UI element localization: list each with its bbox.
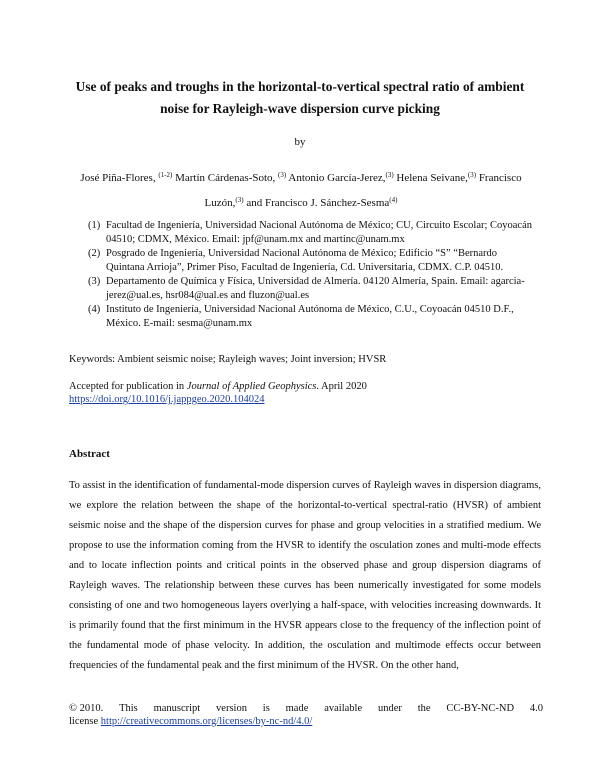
license-link[interactable]: http://creativecommons.org/licenses/by-nc-nd/4.0/ <box>100 716 313 727</box>
paper-title: Use of peaks and troughs in the horizontal-to-vertical spectral ratio of ambient noise for Rayleigh-wave dispersion curve picking <box>75 79 525 116</box>
affiliation: (4) Instituto de Ingeniería, Universidad Nacional Autónoma de México, C.U., Coyoacán 04510 D.F., México. E-mail: sesma@unam.mx <box>88 304 514 329</box>
author: Antonio García-Jerez,$^{(3)}$ <box>288 171 394 184</box>
doi-link[interactable]: https://doi.org/10.1016/j.jappgeo.2020.104024 <box>69 394 265 405</box>
author: José Piña-Flores, $^{(1-2)}$ <box>80 171 173 184</box>
abstract-heading: Abstract <box>69 448 110 460</box>
affiliation: (1) Facultad de Ingeniería, Universidad Nacional Autónoma de México; CU, Circuito Escolar; Coyoacán 04510; CDMX, México. Email: jpf@unam.mx and martinc@unam.mx <box>88 220 533 245</box>
author-list <box>66 164 536 214</box>
affiliation: (3) Departamento de Química y Física, Universidad de Almería. 04120 Almería, Spain. Email: agarcia-jerez@ual.es, hsr084@ual.es and fluzon@ual.es <box>88 276 525 301</box>
by-line: by <box>294 136 306 148</box>
journal-name: Journal of Applied Geophysics <box>186 381 317 392</box>
publication-note: Accepted for publication in Journal of Applied Geophysics. April 2020 https://doi.org/10.1016/j.jappgeo.2020.104024 <box>69 381 367 405</box>
license-footer: © 2010. This manuscript version is made available under the CC-BY-NC-ND 4.0 license http://creativecommons.org/licenses/by-nc-nd/4.0/ <box>69 703 543 727</box>
affiliation: (2) Posgrado de Ingeniería, Universidad Nacional Autónoma de México; Edificio “S” “Bernardo Quintana Arrioja”, Primer Piso, Facultad de Ingeniería, Cd. Universitaria, CDMX. C.P. 04510. <box>88 248 504 273</box>
author: Helena Seivane,$^{(3)}$ <box>396 171 477 184</box>
author: Francisco Luzón,$^{(3)}$ <box>204 172 522 209</box>
author: Martín Cárdenas-Soto, $^{(3)}$ <box>175 171 287 184</box>
affiliation-list <box>88 219 538 331</box>
keywords: Keywords: Ambient seismic noise; Rayleigh waves; Joint inversion; HVSR <box>69 354 387 365</box>
abstract-text: To assist in the identification of fundamental-mode dispersion curves of Rayleigh waves in dispersion diagrams, we explore the relation between the shape of the horizontal-to-vertical spectral-ratio (HVSR) of ambient seismic noise and the shape of the dispersion curves for phase and group velocities in a stratified medium. We propose to use the information coming from the HVSR to identify the osculation zones and multi-mode effects and to locate inflection points and critical points in the observed phase and group dispersion diagrams of Rayleigh waves. The relationship between these curves has been numerically investigated for some models consisting of one and two homogeneous layers overlying a half-space, with velocities increasing downwards. It is primarily found that the first minimum in the HVSR appears close to the frequency of the inflection point of the fundamental mode of phase velocity. In addition, the osculation and multimode effects occur between frequencies of the fundamental peak and the first minimum of the HVSR. On the other hand, <box>69 480 541 671</box>
author: and Francisco J. Sánchez-Sesma$^{(4)}$ <box>246 196 398 209</box>
